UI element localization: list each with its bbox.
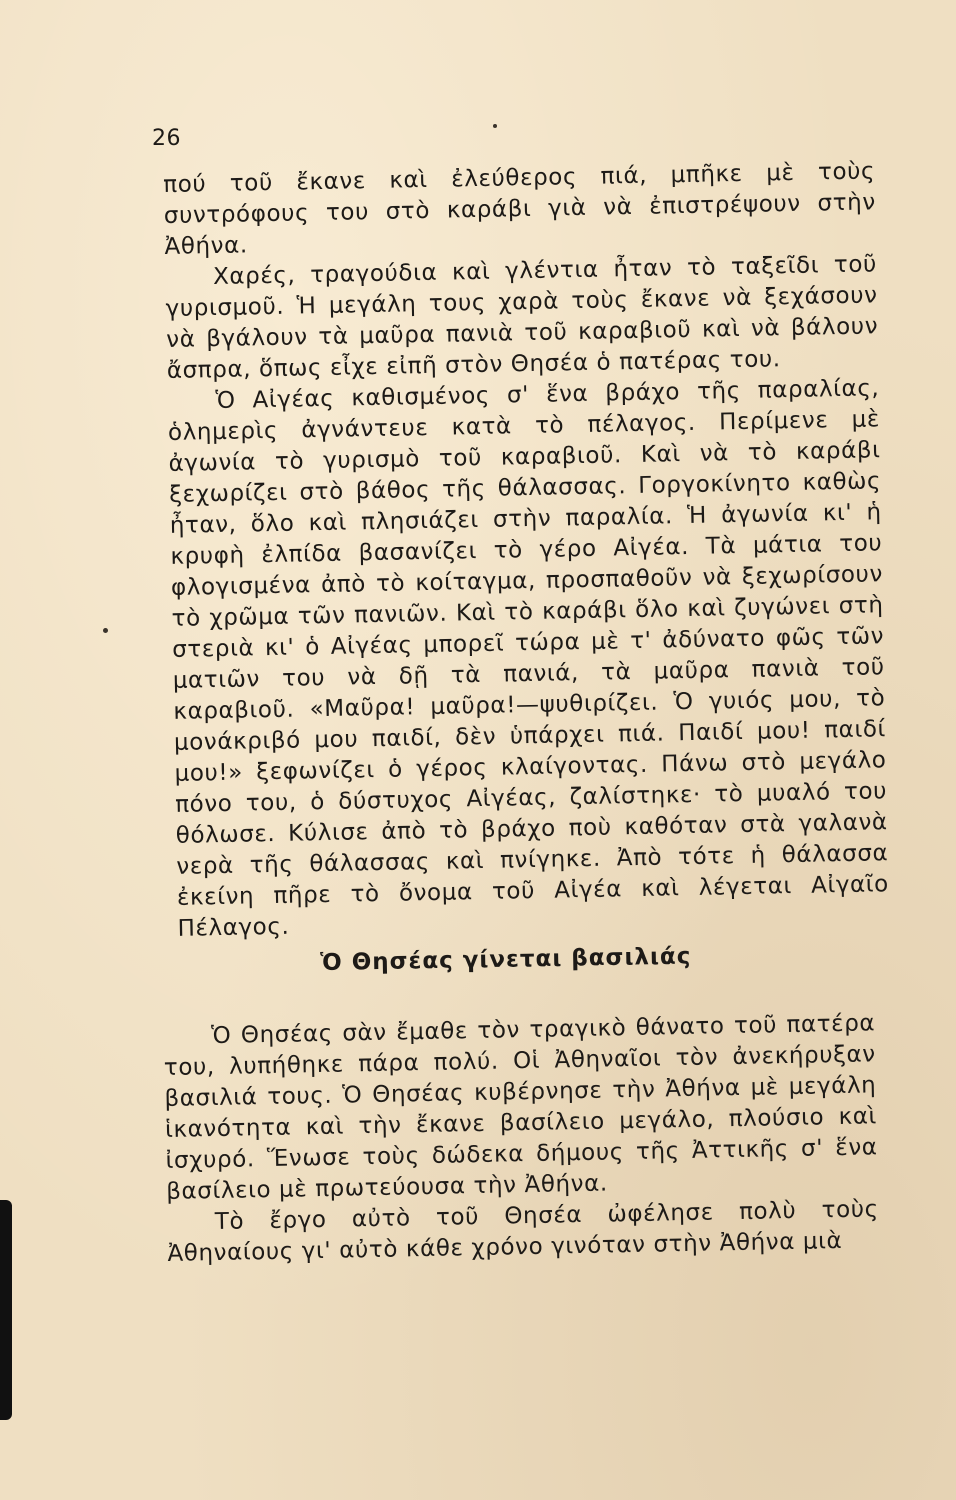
paragraph: Ὁ Θησέας σὰν ἔμαθε τὸν τραγικὸ θάνατο τοῦ πατέρα του, λυπήθηκε πάρα πολύ. Οἱ Ἀθηναῖοι τὸν ἀνεκήρυξαν βασιλιά τους. Ὁ Θησέας κυβέρνησε τὴν Ἀθήνα μὲ μεγάλη ἱκανότητα καὶ τὴν ἔκανε βασίλειο μεγάλο, πλούσιο καὶ ἰσχυρό. Ἕνωσε τοὺς δώδεκα δήμους τῆς Ἀττικῆς σ' ἕνα βασίλειο μὲ πρωτεύουσα τὴν Ἀθήνα. [163,1010,878,1205]
page-number: 26 [152,126,181,151]
paragraph: πού τοῦ ἔκανε καὶ ἐλεύθερος πιά, μπῆκε μὲ τοὺς συντρόφους του στὸ καράβι γιὰ νὰ ἐπιστρέψουν στὴν Ἀθήνα. [163,158,877,260]
paragraph: Ὁ Αἰγέας καθισμένος σ' ἕνα βράχο τῆς παραλίας, ὁλημερὶς ἀγνάντευε κατὰ τὸ πέλαγος. Περίμενε μὲ ἀγωνία τὸ γυρισμὸ τοῦ καραβιοῦ. Καὶ νὰ τὸ καράβι ξεχωρίζει στὸ βάθος τῆς θάλασσας. Γοργοκίνητο καθὼς ἦταν, ὅλο καὶ πλησιάζει στὴν παραλία. Ἡ ἀγωνία κι' ἡ κρυφὴ ἐλπίδα βασανίζει τὸ γέρο Αἰγέα. Τὰ μάτια του φλογισμένα ἀπὸ τὸ κοίταγμα, προσπαθοῦν νὰ ξεχωρίσουν τὸ χρῶμα τῶν πανιῶν. Καὶ τὸ καράβι ὅλο καὶ ζυγώνει στὴ στεριὰ κι' ὁ Αἰγέας μπορεῖ τώρα μὲ τ' ἀδύνατο φῶς τῶν ματιῶν του νὰ δῇ τὰ πανιά, τὰ μαῦρα πανιὰ τοῦ καραβιοῦ. «Μαῦρα! μαῦρα!—ψυθιρίζει. Ὁ γυιός μου, τὸ μονάκριβό μου παιδί, δὲν ὑπάρχει πιά. Παιδί μου! παιδί μου!» ξεφωνίζει ὁ γέρος κλαίγοντας. Πάνω στὸ μεγάλο πόνο του, ὁ δύστυχος Αἰγέας, ζαλίστηκε· τὸ μυαλό του θόλωσε. Κύλισε ἀπὸ τὸ βράχο ποὺ καθόταν στὰ γαλανὰ νερὰ τῆς θάλασσας καὶ πνίγηκε. Ἀπὸ τότε ἡ θάλασσα ἐκείνη πῆρε τὸ ὄνομα τοῦ Αἰγέα καὶ λέγεται Αἰγαῖο Πέλαγος. [167,375,890,942]
paragraph: Χαρές, τραγούδια καὶ γλέντια ἦταν τὸ ταξεῖδι τοῦ γυρισμοῦ. Ἡ μεγάλη τους χαρὰ τοὺς ἔκανε νὰ ξεχάσουν νὰ βγάλουν τὰ μαῦρα πανιὰ τοῦ καραβιοῦ καὶ νὰ βάλουν ἄσπρα, ὅπως εἶχε εἰπῆ στὸν Θησέα ὁ πατέρας του. [165,251,879,384]
print-speck [103,628,108,633]
print-speck [493,124,497,128]
section-1-text [163,156,890,945]
section-2-text [163,1008,880,1270]
section-heading: Ὁ Θησέας γίνεται βασιλιάς [320,943,692,976]
paragraph: Τὸ ἔργο αὐτὸ τοῦ Θησέα ὠφέλησε πολὺ τοὺς Ἀθηναίους γι' αὐτὸ κάθε χρόνο γινόταν στὴν Ἀθήνα μιὰ [167,1196,879,1267]
binding-edge [0,1200,12,1420]
